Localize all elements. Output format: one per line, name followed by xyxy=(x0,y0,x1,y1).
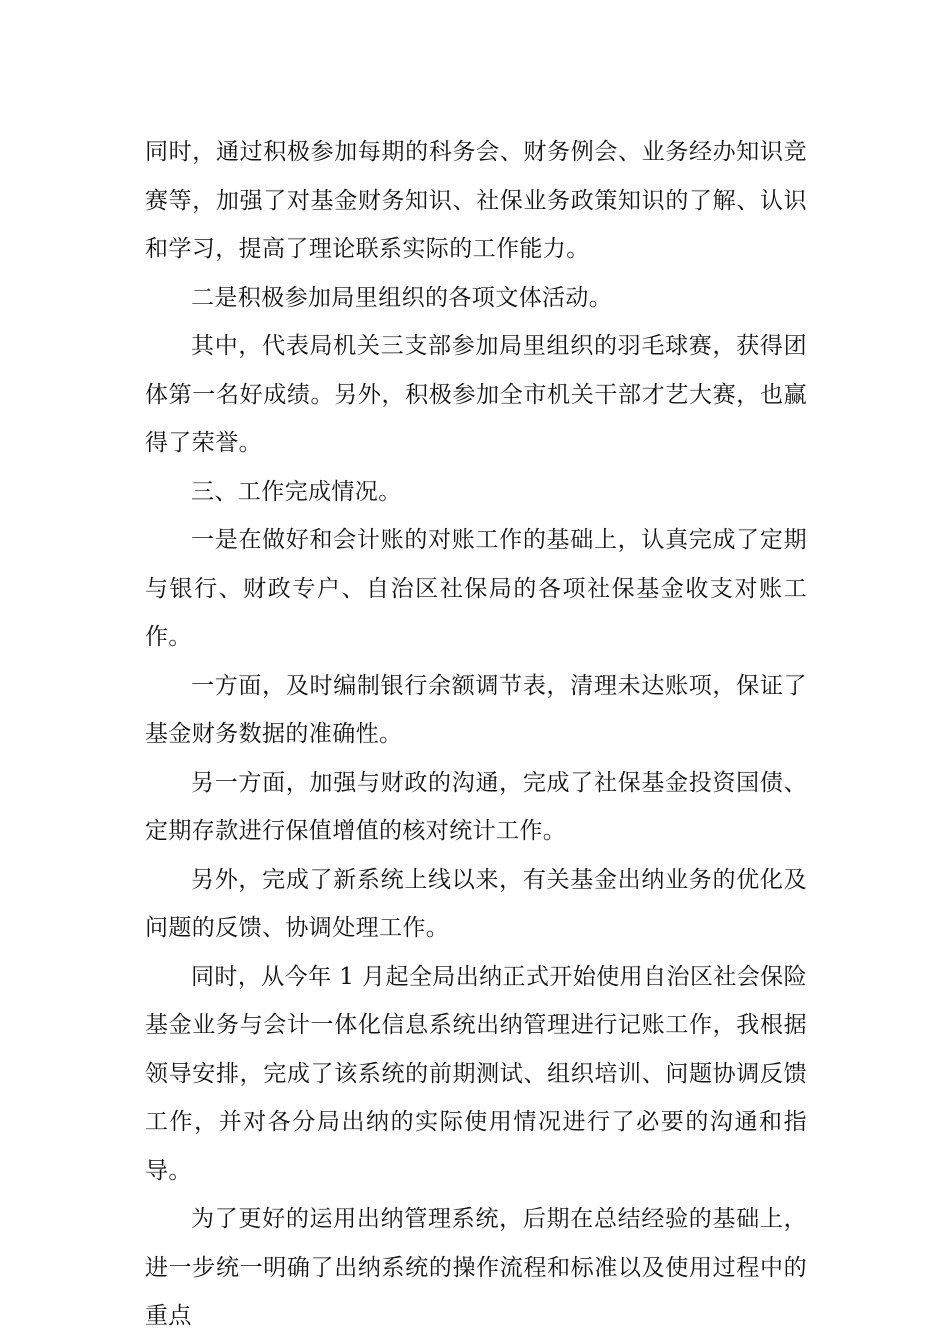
paragraph: 二是积极参加局里组织的各项文体活动。 xyxy=(191,284,613,311)
paragraph: 另一方面，加强与财政的沟通，完成了社保基金投资国债、定期存款进行保值增值的核对统计工作。 xyxy=(145,769,807,844)
paragraph: 同时，从今年 1 月起全局出纳正式开始使用自治区社会保险基金业务与会计一体化信息系统出纳管理进行记账工作，我根据领导安排，完成了该系统的前期测试、组织培训、问题协调反馈工作，并对各分局出纳的实际使用情况进行了必要的沟通和指导。 xyxy=(145,963,807,1184)
paragraph: 同时，通过积极参加每期的科务会、财务例会、业务经办知识竞赛等，加强了对基金财务知识、社保业务政策知识的了解、认识和学习，提高了理论联系实际的工作能力。 xyxy=(145,139,807,262)
section-heading: 三、工作完成情况。 xyxy=(191,478,402,505)
document-body xyxy=(145,128,807,1341)
paragraph: 为了更好的运用出纳管理系统，后期在总结经验的基础上，进一步统一明确了出纳系统的操作流程和标准以及使用过程中的重点 xyxy=(145,1206,807,1329)
paragraph: 另外，完成了新系统上线以来，有关基金出纳业务的优化及问题的反馈、协调处理工作。 xyxy=(145,866,807,941)
paragraph: 一方面，及时编制银行余额调节表，清理未达账项，保证了基金财务数据的准确性。 xyxy=(145,672,807,747)
paragraph: 其中，代表局机关三支部参加局里组织的羽毛球赛，获得团体第一名好成绩。另外，积极参加全市机关干部才艺大赛，也赢得了荣誉。 xyxy=(145,333,807,456)
paragraph: 一是在做好和会计账的对账工作的基础上，认真完成了定期与银行、财政专户、自治区社保局的各项社保基金收支对账工作。 xyxy=(145,527,807,650)
